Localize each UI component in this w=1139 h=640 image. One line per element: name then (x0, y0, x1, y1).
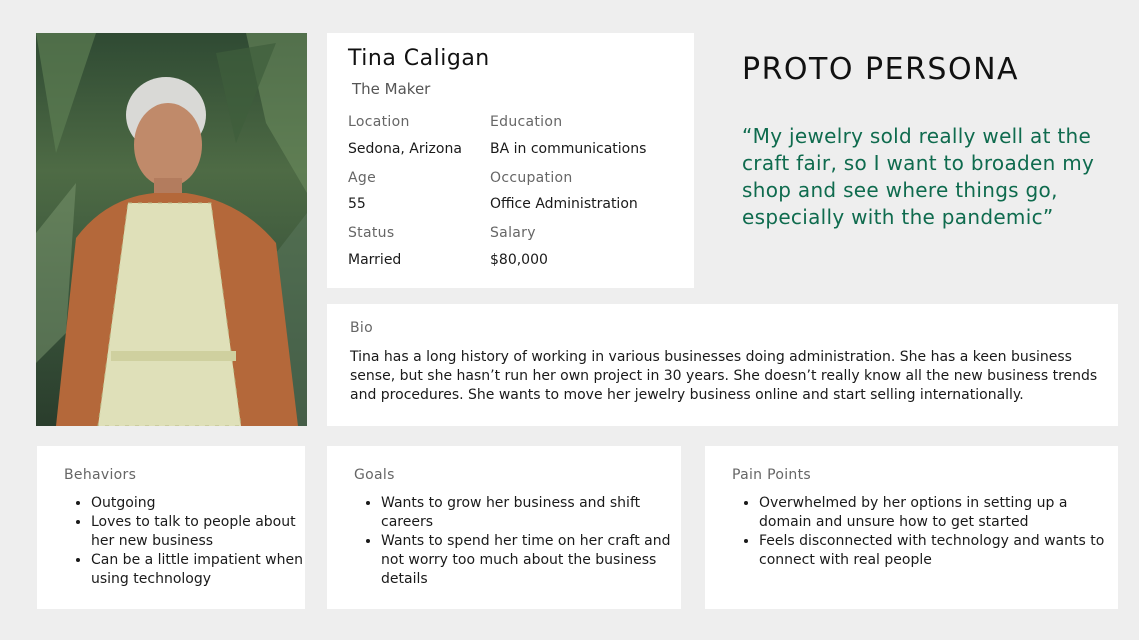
education-value: BA in communications (490, 141, 647, 157)
pain-points-list (741, 494, 1119, 570)
age-value: 55 (348, 196, 366, 212)
location-value: Sedona, Arizona (348, 141, 462, 157)
behaviors-label: Behaviors (64, 467, 137, 483)
education-label: Education (490, 114, 563, 130)
goals-card (327, 446, 681, 609)
list-item: • Loves to talk to people about her new business (91, 513, 316, 551)
bio-label: Bio (350, 320, 373, 336)
behaviors-list (73, 494, 316, 589)
pain-points-label: Pain Points (732, 467, 811, 483)
list-item: • Can be a little impatient when using technology (91, 551, 316, 589)
list-item: • Wants to spend her time on her craft and not worry too much about the business details (381, 532, 679, 589)
occupation-value: Office Administration (490, 196, 638, 212)
persona-name: Tina Caligan (348, 46, 490, 71)
behaviors-card (37, 446, 305, 609)
bio-card (327, 304, 1118, 426)
goals-label: Goals (354, 467, 395, 483)
list-item: • Wants to grow her business and shift careers (381, 494, 679, 532)
location-label: Location (348, 114, 410, 130)
page-title: PROTO PERSONA (742, 52, 1020, 87)
persona-photo-illustration (36, 33, 307, 426)
persona-subtitle: The Maker (352, 80, 431, 98)
list-item: • Outgoing (91, 494, 316, 513)
salary-label: Salary (490, 225, 536, 241)
bio-text: Tina has a long history of working in various businesses doing administration. She has a keen business sense, but she hasn’t run her own project in 30 years. She doesn’t really know all the new business trends and procedures. She wants to move her jewelry business online and start selling internationally. (350, 349, 1098, 403)
status-value: Married (348, 252, 402, 268)
status-label: Status (348, 225, 395, 241)
list-item: • Overwhelmed by her options in setting up a domain and unsure how to get started (759, 494, 1119, 532)
occupation-label: Occupation (490, 170, 573, 186)
persona-info-card (327, 33, 694, 288)
persona-quote: “My jewelry sold really well at the craft fair, so I want to broaden my shop and see where things go, especially with the pandemic” (742, 124, 1095, 229)
age-label: Age (348, 170, 376, 186)
persona-photo (36, 33, 307, 426)
salary-value: $80,000 (490, 252, 548, 268)
goals-list (363, 494, 679, 589)
pain-points-card (705, 446, 1118, 609)
list-item: • Feels disconnected with technology and wants to connect with real people (759, 532, 1119, 570)
